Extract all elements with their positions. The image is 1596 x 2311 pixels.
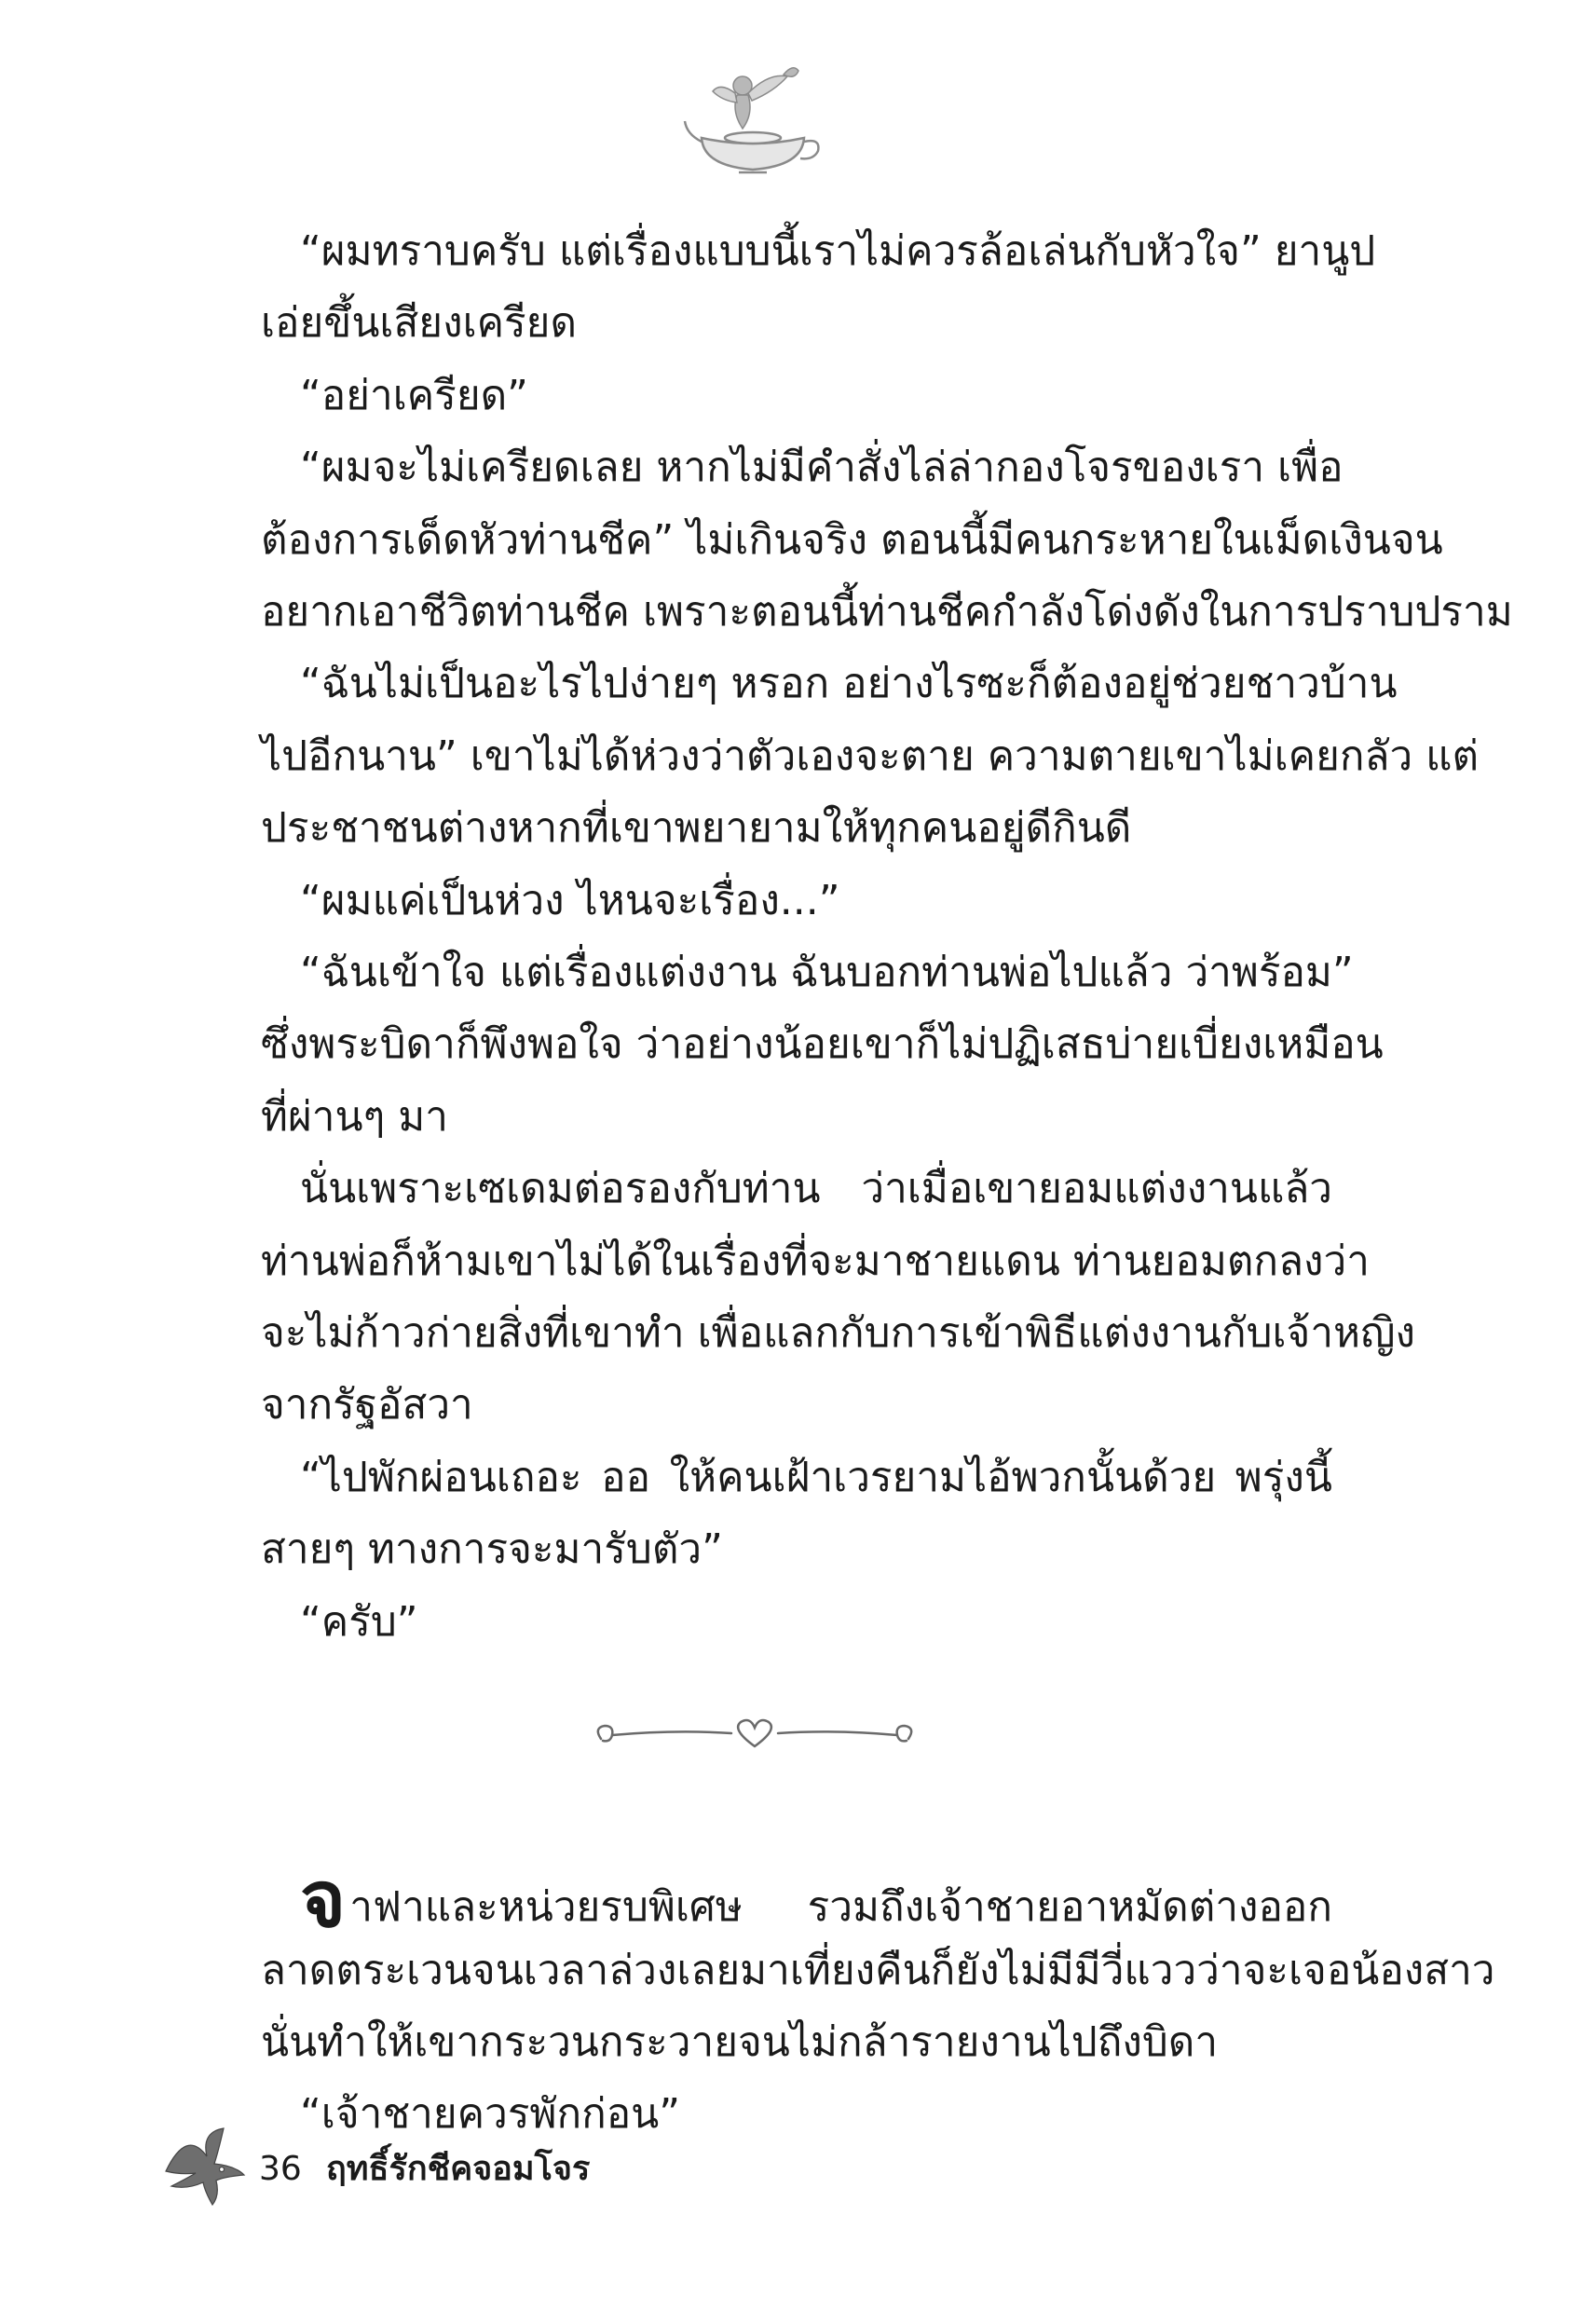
text-line: นั่นทำให้เขากระวนกระวายจนไม่กล้ารายงานไปถึงบิดา — [261, 2018, 1219, 2066]
text-line: “ครับ” — [300, 1597, 418, 1646]
text-line: “ผมทราบครับ แต่เรื่องแบบนี้เราไม่ควรล้อเล่นกับหัวใจ” ยานูป — [300, 227, 1376, 275]
text-line: ที่ผ่านๆ มา — [261, 1092, 448, 1141]
eagle-icon — [158, 2125, 252, 2208]
chapter-first-line — [261, 1853, 1332, 1945]
heart-flourish-divider-icon — [582, 1705, 927, 1761]
chapter-section — [261, 1853, 1495, 2138]
drop-cap: จ — [300, 1853, 347, 1945]
text-line: “ฉันไม่เป็นอะไรไปง่ายๆ หรอก อย่างไรซะก็ต้องอยู่ช่วยชาวบ้าน — [300, 660, 1398, 708]
text-line: “ผมแค่เป็นห่วง ไหนจะเรื่อง...” — [300, 876, 840, 924]
text-line: สายๆ ทางการจะมารับตัว” — [261, 1525, 723, 1574]
body-text — [261, 226, 1513, 1679]
text-line: เอ่ยขึ้นเสียงเครียด — [261, 299, 578, 348]
cupid-teapot-icon — [683, 56, 823, 182]
text-line: จะไม่ก้าวก่ายสิ่งที่เขาทำ เพื่อแลกกับการเข้าพิธีแต่งงานกับเจ้าหญิง — [261, 1309, 1416, 1357]
text-line: “อย่าเครียด” — [300, 371, 528, 419]
page-number: 36 — [259, 2150, 302, 2188]
text-line: อยากเอาชีวิตท่านชีค เพราะตอนนี้ท่านชีคกำลังโด่งดังในการปราบปราม — [261, 588, 1513, 636]
text-line: “ฉันเข้าใจ แต่เรื่องแต่งงาน ฉันบอกท่านพ่อไปแล้ว ว่าพร้อม” — [300, 949, 1354, 996]
text-line: “ไปพักผ่อนเถอะ ออ ให้คนเฝ้าเวรยามไอ้พวกนั้นด้วย พรุ่งนี้ — [300, 1453, 1332, 1501]
page-footer — [158, 2125, 811, 2208]
book-title: ฤทธิ์รักชีคจอมโจร — [326, 2150, 591, 2188]
text-line: ไปอีกนาน” เขาไม่ได้ห่วงว่าตัวเองจะตาย ความตายเขาไม่เคยกลัว แต่ — [261, 732, 1480, 780]
text-line: ลาดตระเวนจนเวลาล่วงเลยมาเที่ยงคืนก็ยังไม่มีมีวี่แววว่าจะเจอน้องสาว — [261, 1947, 1495, 1994]
text-line: ประชาชนต่างหากที่เขาพยายามให้ทุกคนอยู่ดีกินดี — [261, 804, 1132, 853]
text-line: “เจ้าชายควรพักก่อน” — [300, 2090, 681, 2138]
text-line: “ผมจะไม่เครียดเลย หากไม่มีคำสั่งไล่ล่ากองโจรของเรา เพื่อ — [300, 444, 1344, 492]
text-line: นั่นเพราะเซเดมต่อรองกับท่าน ว่าเมื่อเขายอมแต่งงานแล้ว — [300, 1165, 1332, 1213]
text-line: ต้องการเด็ดหัวท่านชีค” ไม่เกินจริง ตอนนี้มีคนกระหายในเม็ดเงินจน — [261, 515, 1443, 564]
text-line: จากรัฐอัสวา — [261, 1381, 473, 1429]
text-line: ท่านพ่อก็ห้ามเขาไม่ได้ในเรื่องที่จะมาชายแดน ท่านยอมตกลงว่า — [261, 1237, 1370, 1285]
text-line: ซึ่งพระบิดาก็พึงพอใจ ว่าอย่างน้อยเขาก็ไม่ปฏิเสธบ่ายเบี่ยงเหมือน — [261, 1020, 1384, 1069]
chapter-first-line-text: าฟาและหน่วยรบพิเศษ รวมถึงเจ้าชายอาหมัดต่างออก — [349, 1883, 1332, 1931]
